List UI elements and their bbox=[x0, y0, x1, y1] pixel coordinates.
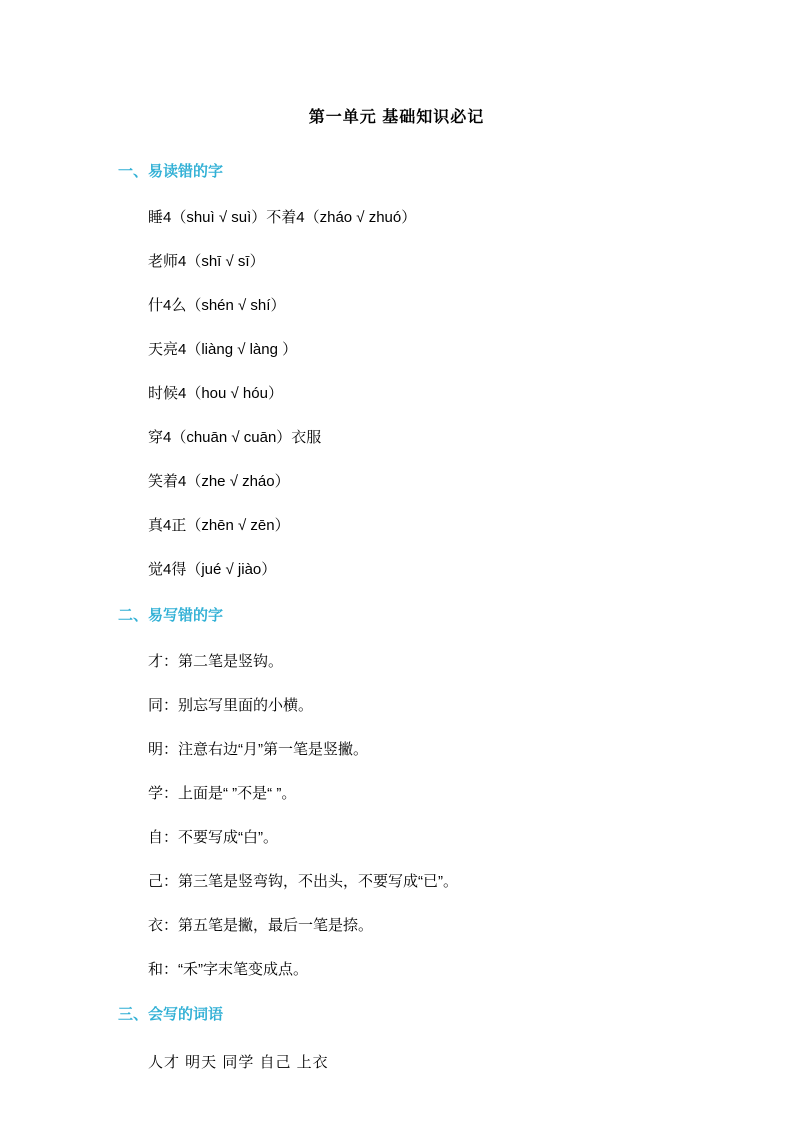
list-item: 睡4（shuì √ suì）不着4（zháo √ zhuó） bbox=[148, 209, 417, 226]
list-item: 衣：第五笔是撇，最后一笔是捺。 bbox=[148, 917, 374, 934]
list-item: 什4么（shén √ shí） bbox=[148, 297, 286, 314]
page-title: 第一单元 基础知识必记 bbox=[308, 109, 485, 126]
list-item: 明：注意右边“月”第一笔是竖撇。 bbox=[148, 741, 368, 758]
list-item: 穿4（chuān √ cuān）衣服 bbox=[148, 429, 322, 446]
list-item: 天亮4（liàng √ làng ） bbox=[148, 341, 298, 358]
list-item: 时候4（hou √ hóu） bbox=[148, 385, 283, 402]
list-item: 觉4得（jué √ jiào） bbox=[148, 561, 277, 578]
section-heading-2: 二、易写错的字 bbox=[118, 607, 224, 624]
list-item: 同：别忘写里面的小横。 bbox=[148, 697, 314, 714]
list-item: 真4正（zhēn √ zēn） bbox=[148, 517, 290, 534]
section-1-list bbox=[0, 209, 793, 579]
list-item: 才：第二笔是竖钩。 bbox=[148, 653, 284, 670]
list-item: 己：第三笔是竖弯钩，不出头，不要写成“已”。 bbox=[148, 873, 458, 890]
list-item: 人才 明天 同学 自己 上衣 bbox=[148, 1054, 329, 1071]
list-item: 老师4（shī √ sī） bbox=[148, 253, 265, 270]
section-heading-3: 三、会写的词语 bbox=[118, 1006, 224, 1023]
list-item: 笑着4（zhe √ zháo） bbox=[148, 473, 290, 490]
section-2-list bbox=[0, 653, 793, 979]
list-item: 自：不要写成“白”。 bbox=[148, 829, 278, 846]
section-heading-1: 一、易读错的字 bbox=[118, 163, 224, 180]
list-item: 和：“禾”字末笔变成点。 bbox=[148, 961, 308, 978]
list-item: 学：上面是“ ”不是“ ”。 bbox=[148, 785, 297, 802]
